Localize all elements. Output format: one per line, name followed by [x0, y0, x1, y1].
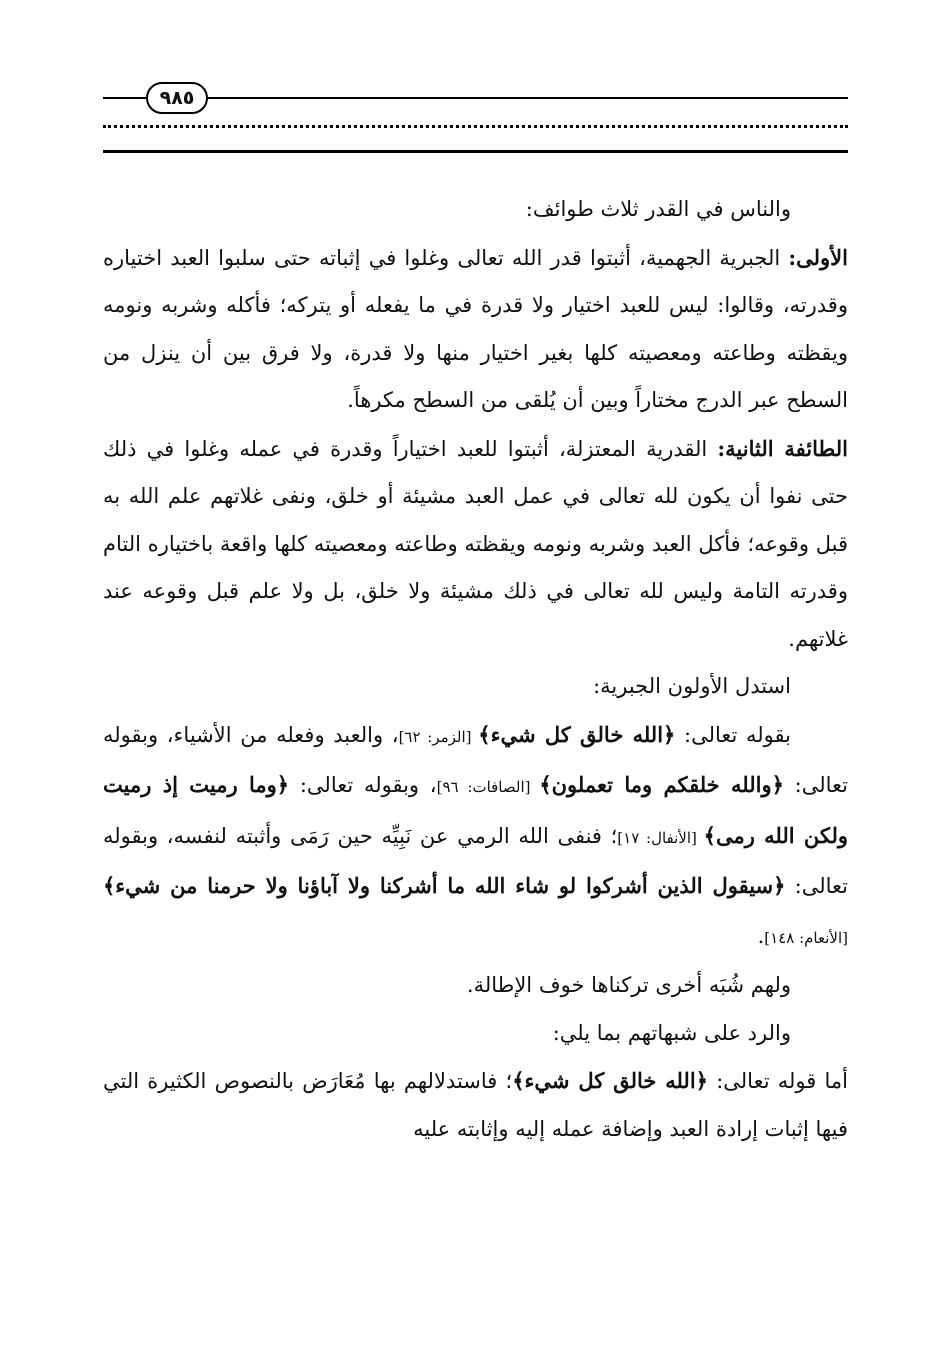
- second-group-label: الطائفة الثانية:: [717, 435, 848, 461]
- reply-intro-paragraph: [103, 1010, 848, 1058]
- evidence-text-5: .: [757, 923, 765, 948]
- quran-ref-2: [الصافات: ٩٦]: [436, 778, 540, 796]
- first-group-paragraph: [103, 234, 848, 425]
- reply-paragraph: [103, 1057, 848, 1153]
- reply-text-1: أما قوله تعالى:: [707, 1069, 849, 1093]
- quran-ref-1: [الزمر: ٦٢]: [398, 727, 479, 746]
- quran-quote-4: ﴿سيقول الذين أشركوا لو شاء الله ما أشركنا ولا آباؤنا ولا حرمنا من شيء﴾: [103, 873, 786, 898]
- quran-quote-3: ﴿وما رميت إذ رميت ولكن الله رمى﴾: [103, 772, 848, 848]
- evidence-intro-text: استدل الأولون الجبرية:: [593, 674, 791, 698]
- first-group-text: الجبرية الجهمية، أثبتوا قدر الله تعالى وغلوا في إثباته حتى سلبوا العبد اختياره وقدرته، وقالوا: ليس للعبد اختيار ولا قدرة في ما يفعله أو يتركه؛ فأكله وشربه ونومه ويقظته وطاعته ومعصيته كلها بغير اختيار منها ولا قدرة، ولا فرق بين أن ينزل من السطح عبر الدرج مختاراً وبين أن يُلقى من السطح مكرهاً.: [103, 245, 848, 412]
- evidence-paragraph: [103, 711, 848, 963]
- page-number: ٩٨٥: [146, 82, 208, 114]
- evidence-intro-paragraph: [103, 663, 848, 711]
- first-group-label: الأولى:: [788, 244, 848, 270]
- quran-quote-1: ﴿الله خالق كل شيء﴾: [478, 721, 676, 747]
- quran-ref-3: [الأنفال: ١٧]: [617, 828, 704, 847]
- second-group-text: القدرية المعتزلة، أثبتوا للعبد اختياراً وقدرة في عمله وغلوا في ذلك حتى نفوا أن يكون لله تعالى في عمل العبد مشيئة أو خلق، ونفى غلاتهم علم الله به قبل وقوعه؛ فأكل العبد وشربه ونومه ويقظته وطاعته ومعصيته كلها واقعة باختياره التام وقدرته التامة وليس لله تعالى في ذلك مشيئة ولا خلق، بل ولا علم قبل وقوعه عند غلاتهم.: [103, 436, 848, 651]
- quran-ref-4: [الأنعام: ١٤٨]: [764, 928, 848, 947]
- header-bottom-rule: [103, 150, 848, 153]
- reply-quran-quote: ﴿الله خالق كل شيء﴾: [512, 1068, 708, 1093]
- other-doubts-paragraph: [103, 962, 848, 1010]
- header-top-rule: [103, 97, 848, 99]
- evidence-text-4: ؛ فنفى الله الرمي عن نَبِيِّه حين رَمَى وأثبته لنفسه، وبقوله تعالى:: [103, 823, 848, 898]
- reply-text-2: ؛ فاستدلالهم بها مُعَارَض بالنصوص الكثيرة التي فيها إثبات إرادة العبد وإضافة عمله إليه وإثابته عليه: [103, 1069, 848, 1141]
- evidence-text-1: بقوله تعالى:: [675, 722, 791, 747]
- page-header: [0, 0, 927, 160]
- quran-quote-2: ﴿والله خلقكم وما تعملون﴾: [539, 772, 784, 797]
- page-body: [103, 186, 848, 1153]
- other-doubts-text: ولهم شُبَه أخرى تركناها خوف الإطالة.: [466, 973, 791, 997]
- second-group-paragraph: [103, 425, 848, 664]
- evidence-text-2: ، والعبد وفعله من الأشياء، وبقوله تعالى:: [103, 722, 848, 797]
- reply-intro-text: والرد على شبهاتهم بما يلي:: [552, 1020, 791, 1045]
- intro-text: والناس في القدر ثلاث طوائف:: [525, 197, 791, 221]
- header-dotted-rule: [103, 125, 848, 128]
- intro-paragraph: [103, 186, 848, 234]
- evidence-text-3: ، وبقوله تعالى:: [289, 773, 437, 797]
